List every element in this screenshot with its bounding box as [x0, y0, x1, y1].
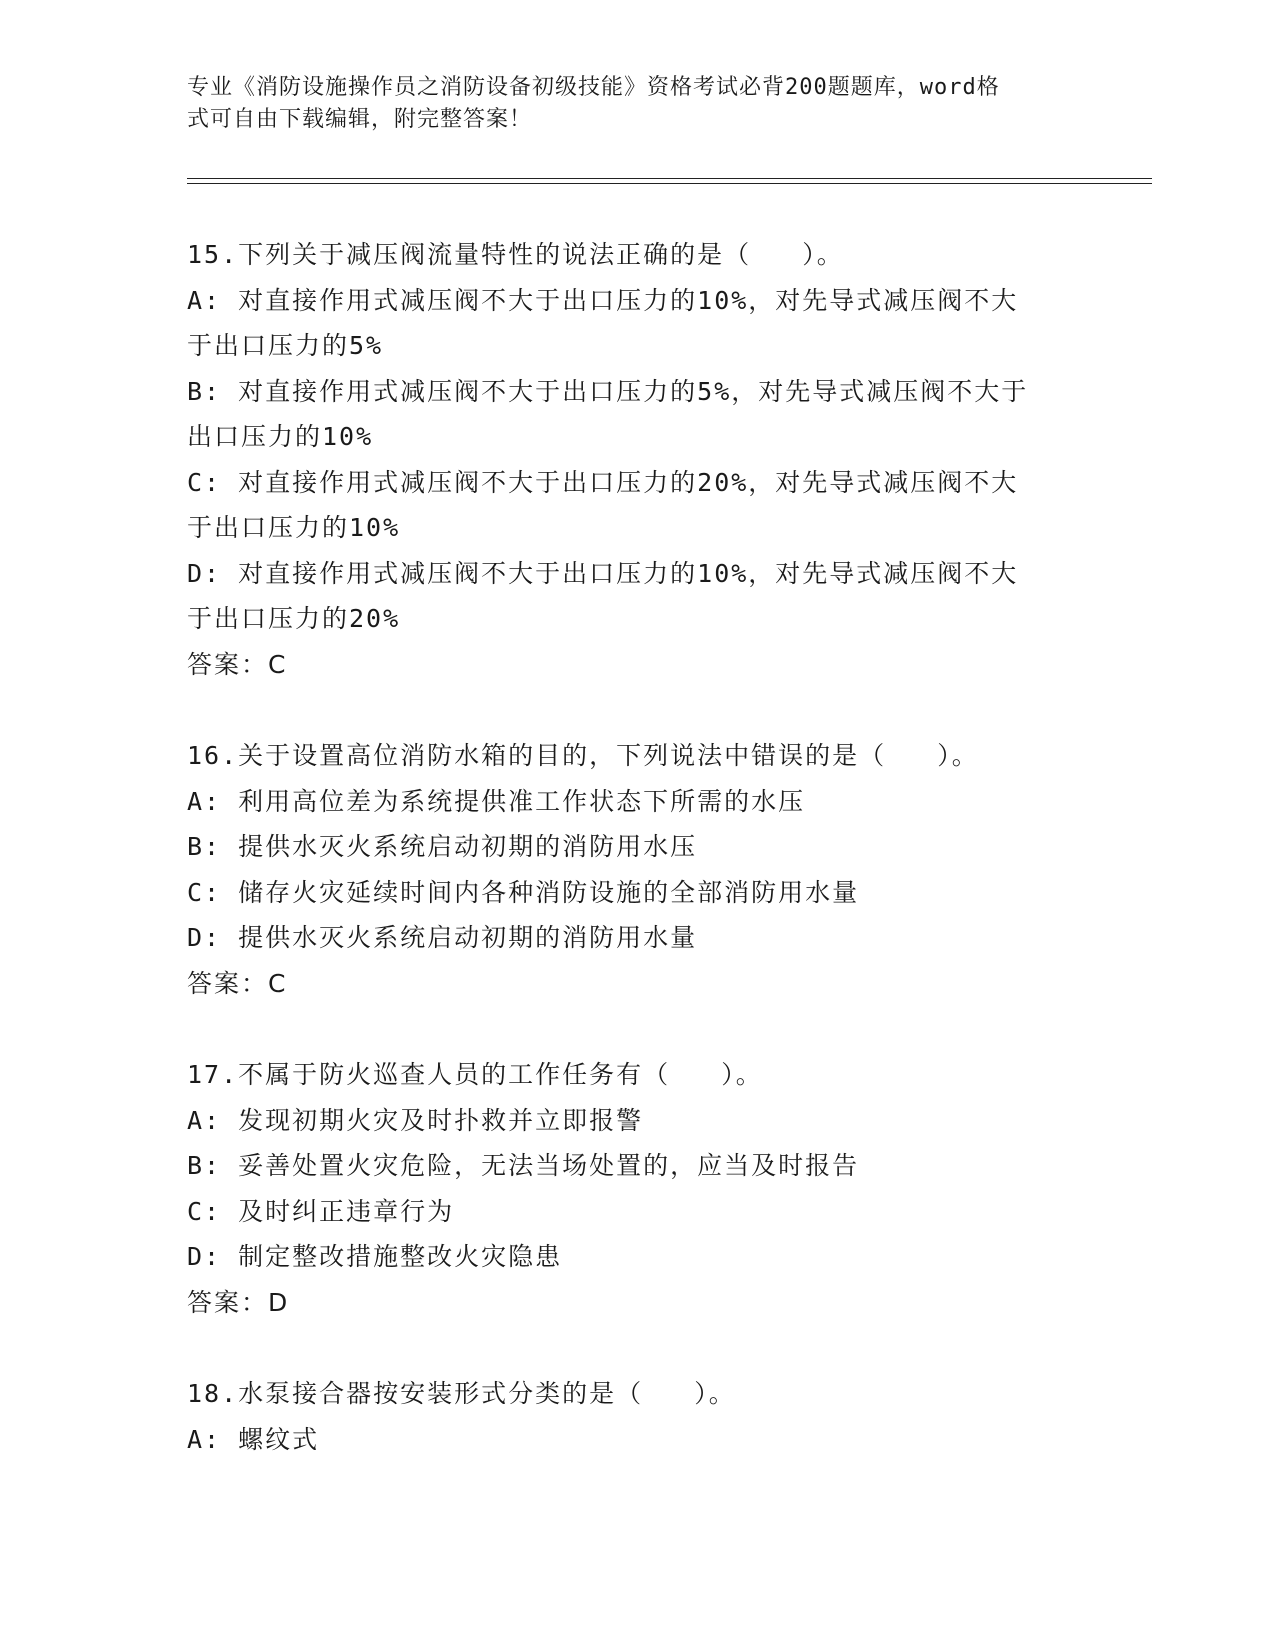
option-a: A: 利用高位差为系统提供准工作状态下所需的水压 — [187, 786, 806, 816]
option-c: C: 储存火灾延续时间内各种消防设施的全部消防用水量 — [187, 877, 860, 907]
header-divider-top — [187, 178, 1152, 179]
option-b: B: 对直接作用式减压阀不大于出口压力的5%，对先导式减压阀不大于 — [187, 376, 1029, 406]
document-header — [187, 72, 1067, 136]
header-line-2: 式可自由下载编辑，附完整答案！ — [187, 107, 533, 132]
question-list — [187, 232, 1087, 1508]
option-b-continued: 出口压力的10% — [187, 422, 374, 451]
answer: 答案：D — [187, 1287, 290, 1317]
answer: 答案：C — [187, 968, 288, 998]
option-c-continued: 于出口压力的10% — [187, 513, 401, 542]
header-line-1: 专业《消防设施操作员之消防设备初级技能》资格考试必背200题题库，word格 — [187, 75, 1000, 100]
question-stem: 15.下列关于减压阀流量特性的说法正确的是（ ）。 — [187, 240, 844, 269]
question-15 — [187, 232, 1087, 687]
answer: 答案：C — [187, 649, 288, 679]
question-17 — [187, 1052, 1087, 1325]
question-stem: 16.关于设置高位消防水箱的目的，下列说法中错误的是（ ）。 — [187, 741, 979, 770]
option-a-continued: 于出口压力的5% — [187, 331, 384, 360]
header-divider-bottom — [187, 183, 1152, 184]
option-c: C: 对直接作用式减压阀不大于出口压力的20%，对先导式减压阀不大 — [187, 467, 1019, 497]
option-a: A: 发现初期火灾及时扑救并立即报警 — [187, 1105, 644, 1135]
option-c: C: 及时纠正违章行为 — [187, 1196, 455, 1226]
option-b: B: 提供水灭火系统启动初期的消防用水压 — [187, 832, 698, 861]
option-a: A: 螺纹式 — [187, 1424, 320, 1454]
option-d-continued: 于出口压力的20% — [187, 604, 401, 633]
question-18 — [187, 1371, 1087, 1462]
question-stem: 18.水泵接合器按安装形式分类的是（ ）。 — [187, 1379, 736, 1408]
option-d: D: 制定整改措施整改火灾隐患 — [187, 1242, 563, 1271]
option-d: D: 提供水灭火系统启动初期的消防用水量 — [187, 923, 698, 952]
question-16 — [187, 733, 1087, 1006]
option-b: B: 妥善处置火灾危险，无法当场处置的，应当及时报告 — [187, 1151, 860, 1180]
question-stem: 17.不属于防火巡查人员的工作任务有（ ）。 — [187, 1060, 763, 1089]
option-d: D: 对直接作用式减压阀不大于出口压力的10%，对先导式减压阀不大 — [187, 558, 1019, 588]
option-a: A: 对直接作用式减压阀不大于出口压力的10%，对先导式减压阀不大 — [187, 285, 1019, 315]
